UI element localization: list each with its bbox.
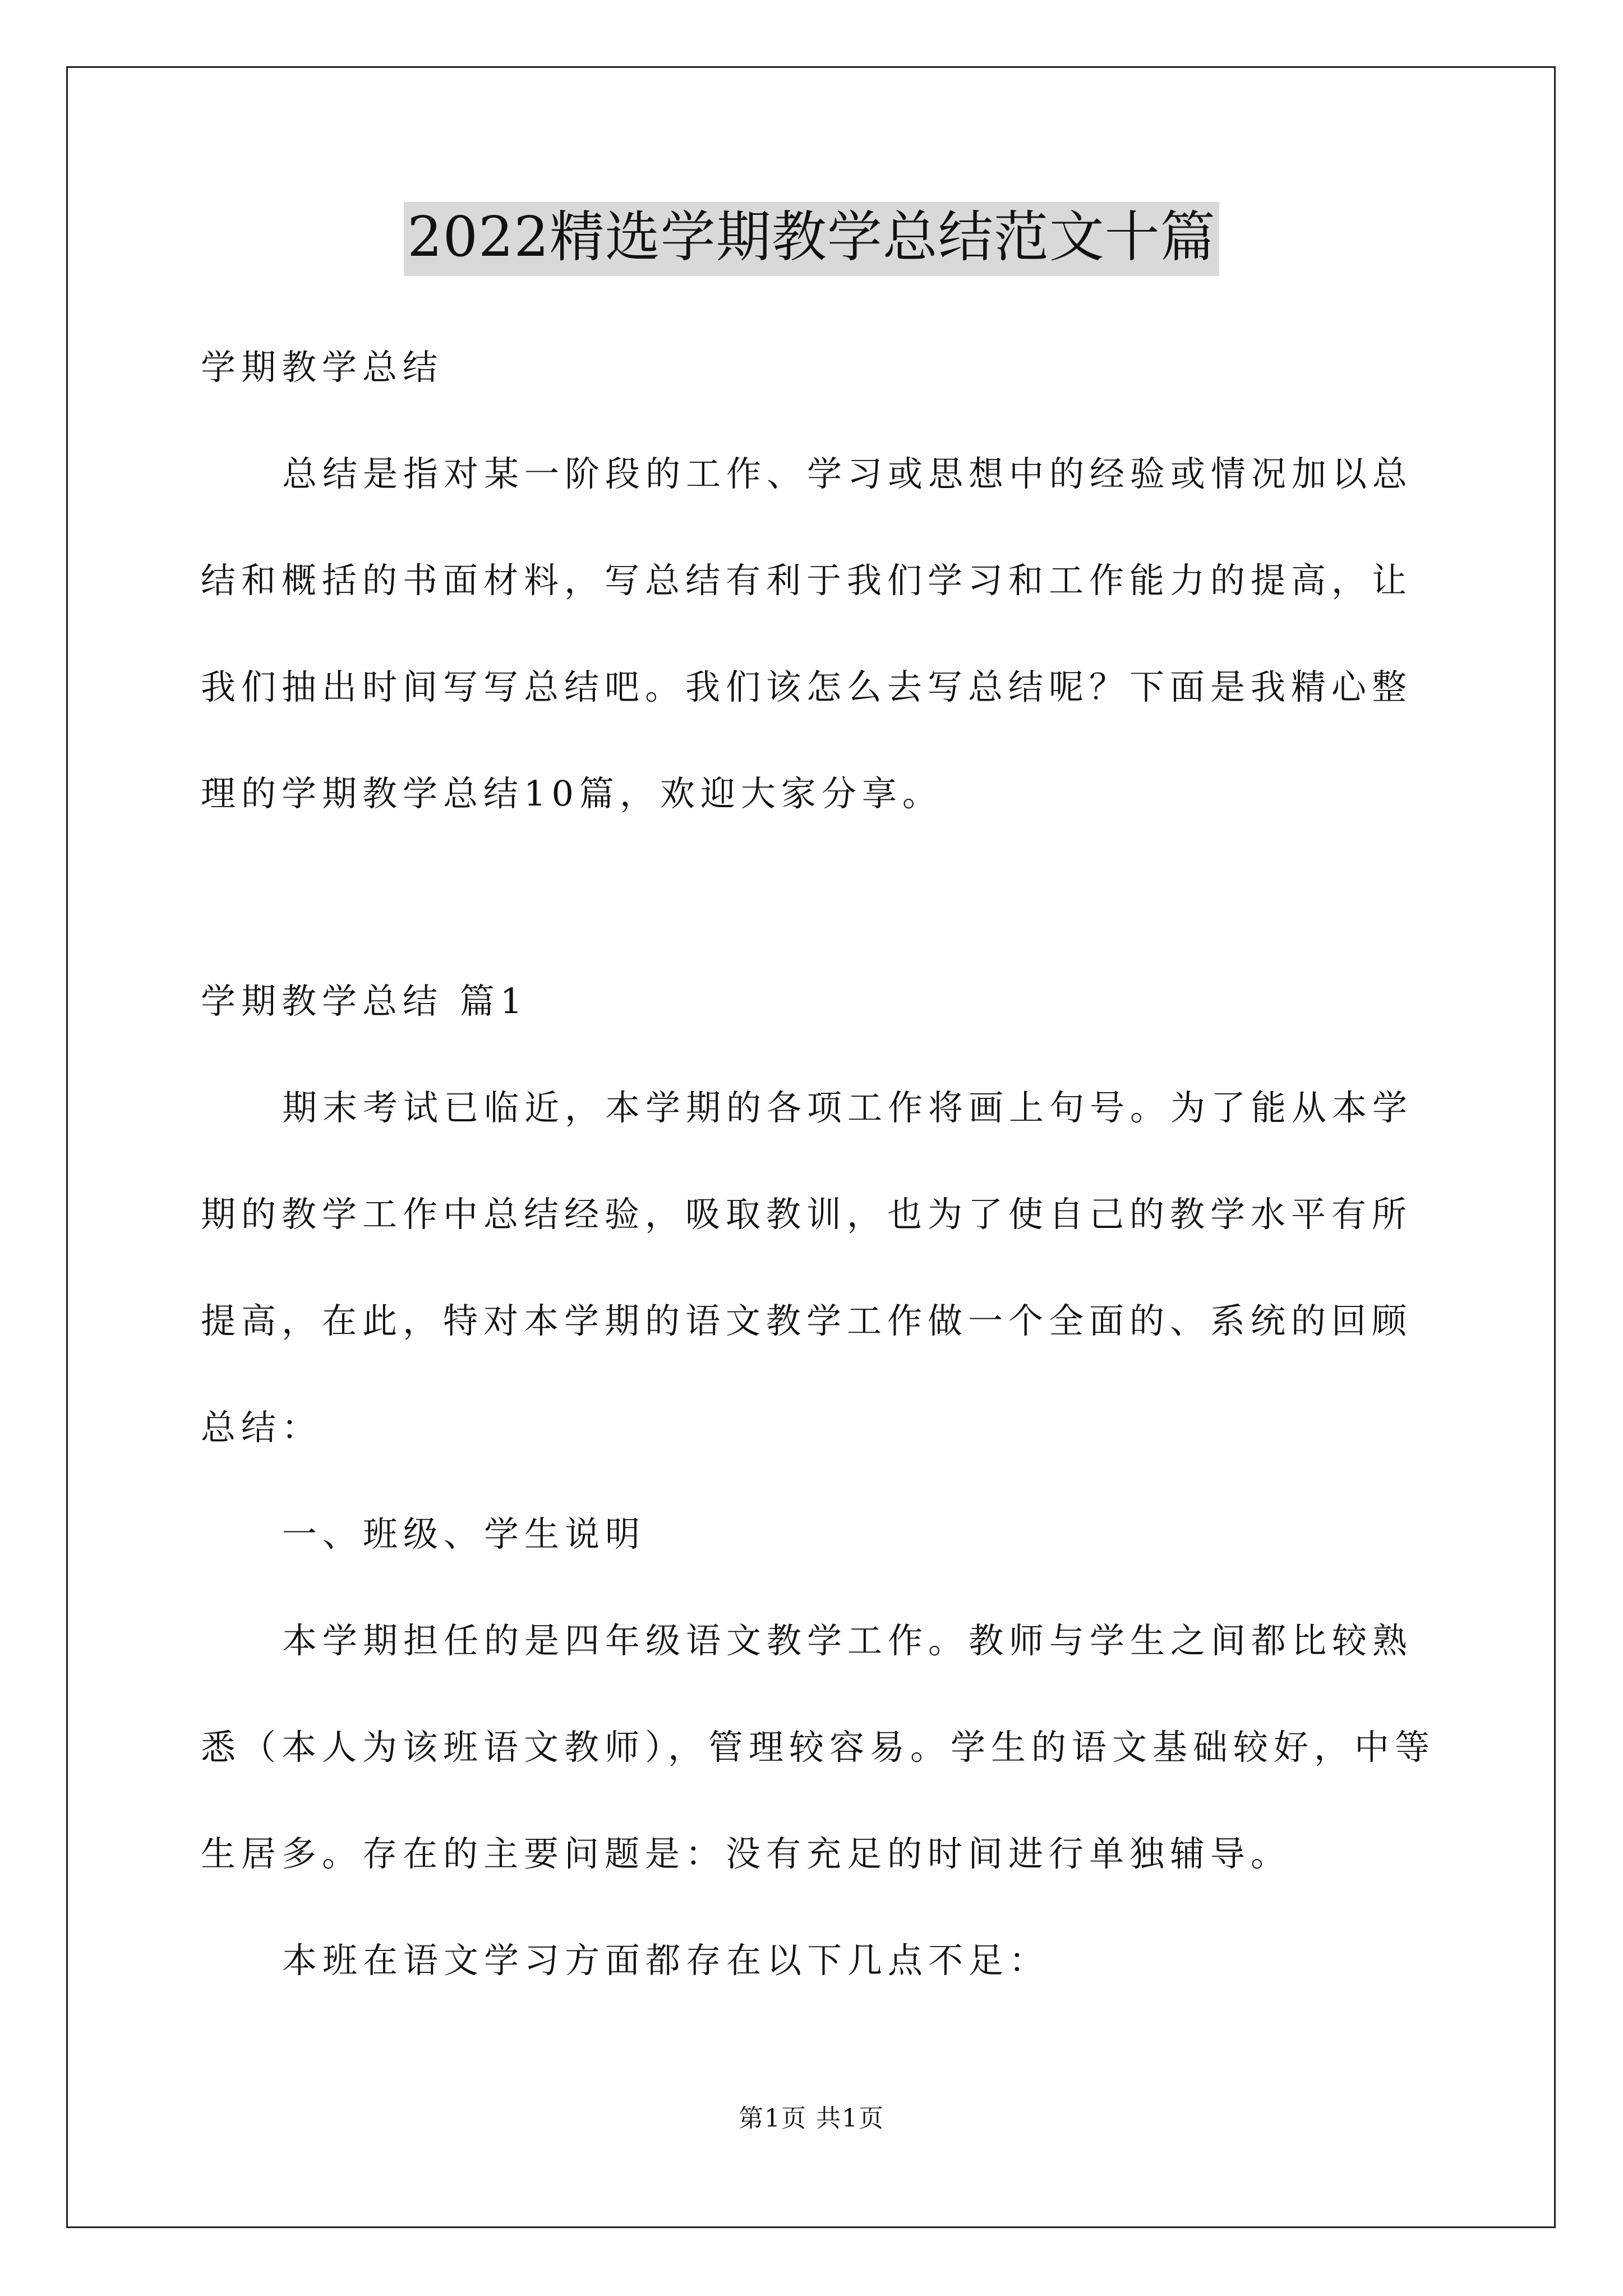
- section-paragraph: [201, 1055, 1435, 1481]
- shortcomings-line: 本班在语文学习方面都存在以下几点不足：: [282, 1940, 1050, 1981]
- page-footer: 第1页 共1页: [739, 2104, 884, 2133]
- class-line-1: 本学期担任的是四年级语文教学工作。教师与学生之间都比较熟: [282, 1620, 1413, 1661]
- intro-line-2: 结和概括的书面材料，写总结有利于我们学习和工作能力的提高，让: [201, 560, 1413, 601]
- intro-line-4: 理的学期教学总结10篇，欢迎大家分享。: [201, 773, 943, 814]
- document-body: [201, 314, 1435, 2014]
- section-line-1: 期末考试已临近，本学期的各项工作将画上句号。为了能从本学: [282, 1087, 1413, 1128]
- section-heading: 学期教学总结 篇1: [201, 981, 528, 1022]
- intro-line-1: 总结是指对某一阶段的工作、学习或思想中的经验或情况加以总: [282, 453, 1413, 494]
- subheading-class-students: 一、班级、学生说明: [282, 1513, 646, 1554]
- intro-paragraph: [201, 421, 1435, 847]
- class-line-3: 生居多。存在的主要问题是：没有充足的时间进行单独辅导。: [201, 1833, 1292, 1874]
- class-line-2: 悉（本人为该班语文教师），管理较容易。学生的语文基础较好，中等: [201, 1727, 1436, 1768]
- section-line-3: 提高，在此，特对本学期的语文教学工作做一个全面的、系统的回顾: [201, 1300, 1413, 1341]
- intro-line-3: 我们抽出时间写写总结吧。我们该怎么去写总结呢？下面是我精心整: [201, 666, 1413, 707]
- section-gap: [201, 847, 1435, 948]
- document-title-text: 2022精选学期教学总结范文十篇: [404, 202, 1219, 276]
- section-line-2: 期的教学工作中总结经验，吸取教训，也为了使自己的教学水平有所: [201, 1194, 1413, 1235]
- intro-heading: 学期教学总结: [201, 347, 444, 388]
- document-title: [0, 202, 1623, 276]
- section-line-4: 总结：: [201, 1407, 322, 1448]
- class-paragraph: [201, 1588, 1435, 1907]
